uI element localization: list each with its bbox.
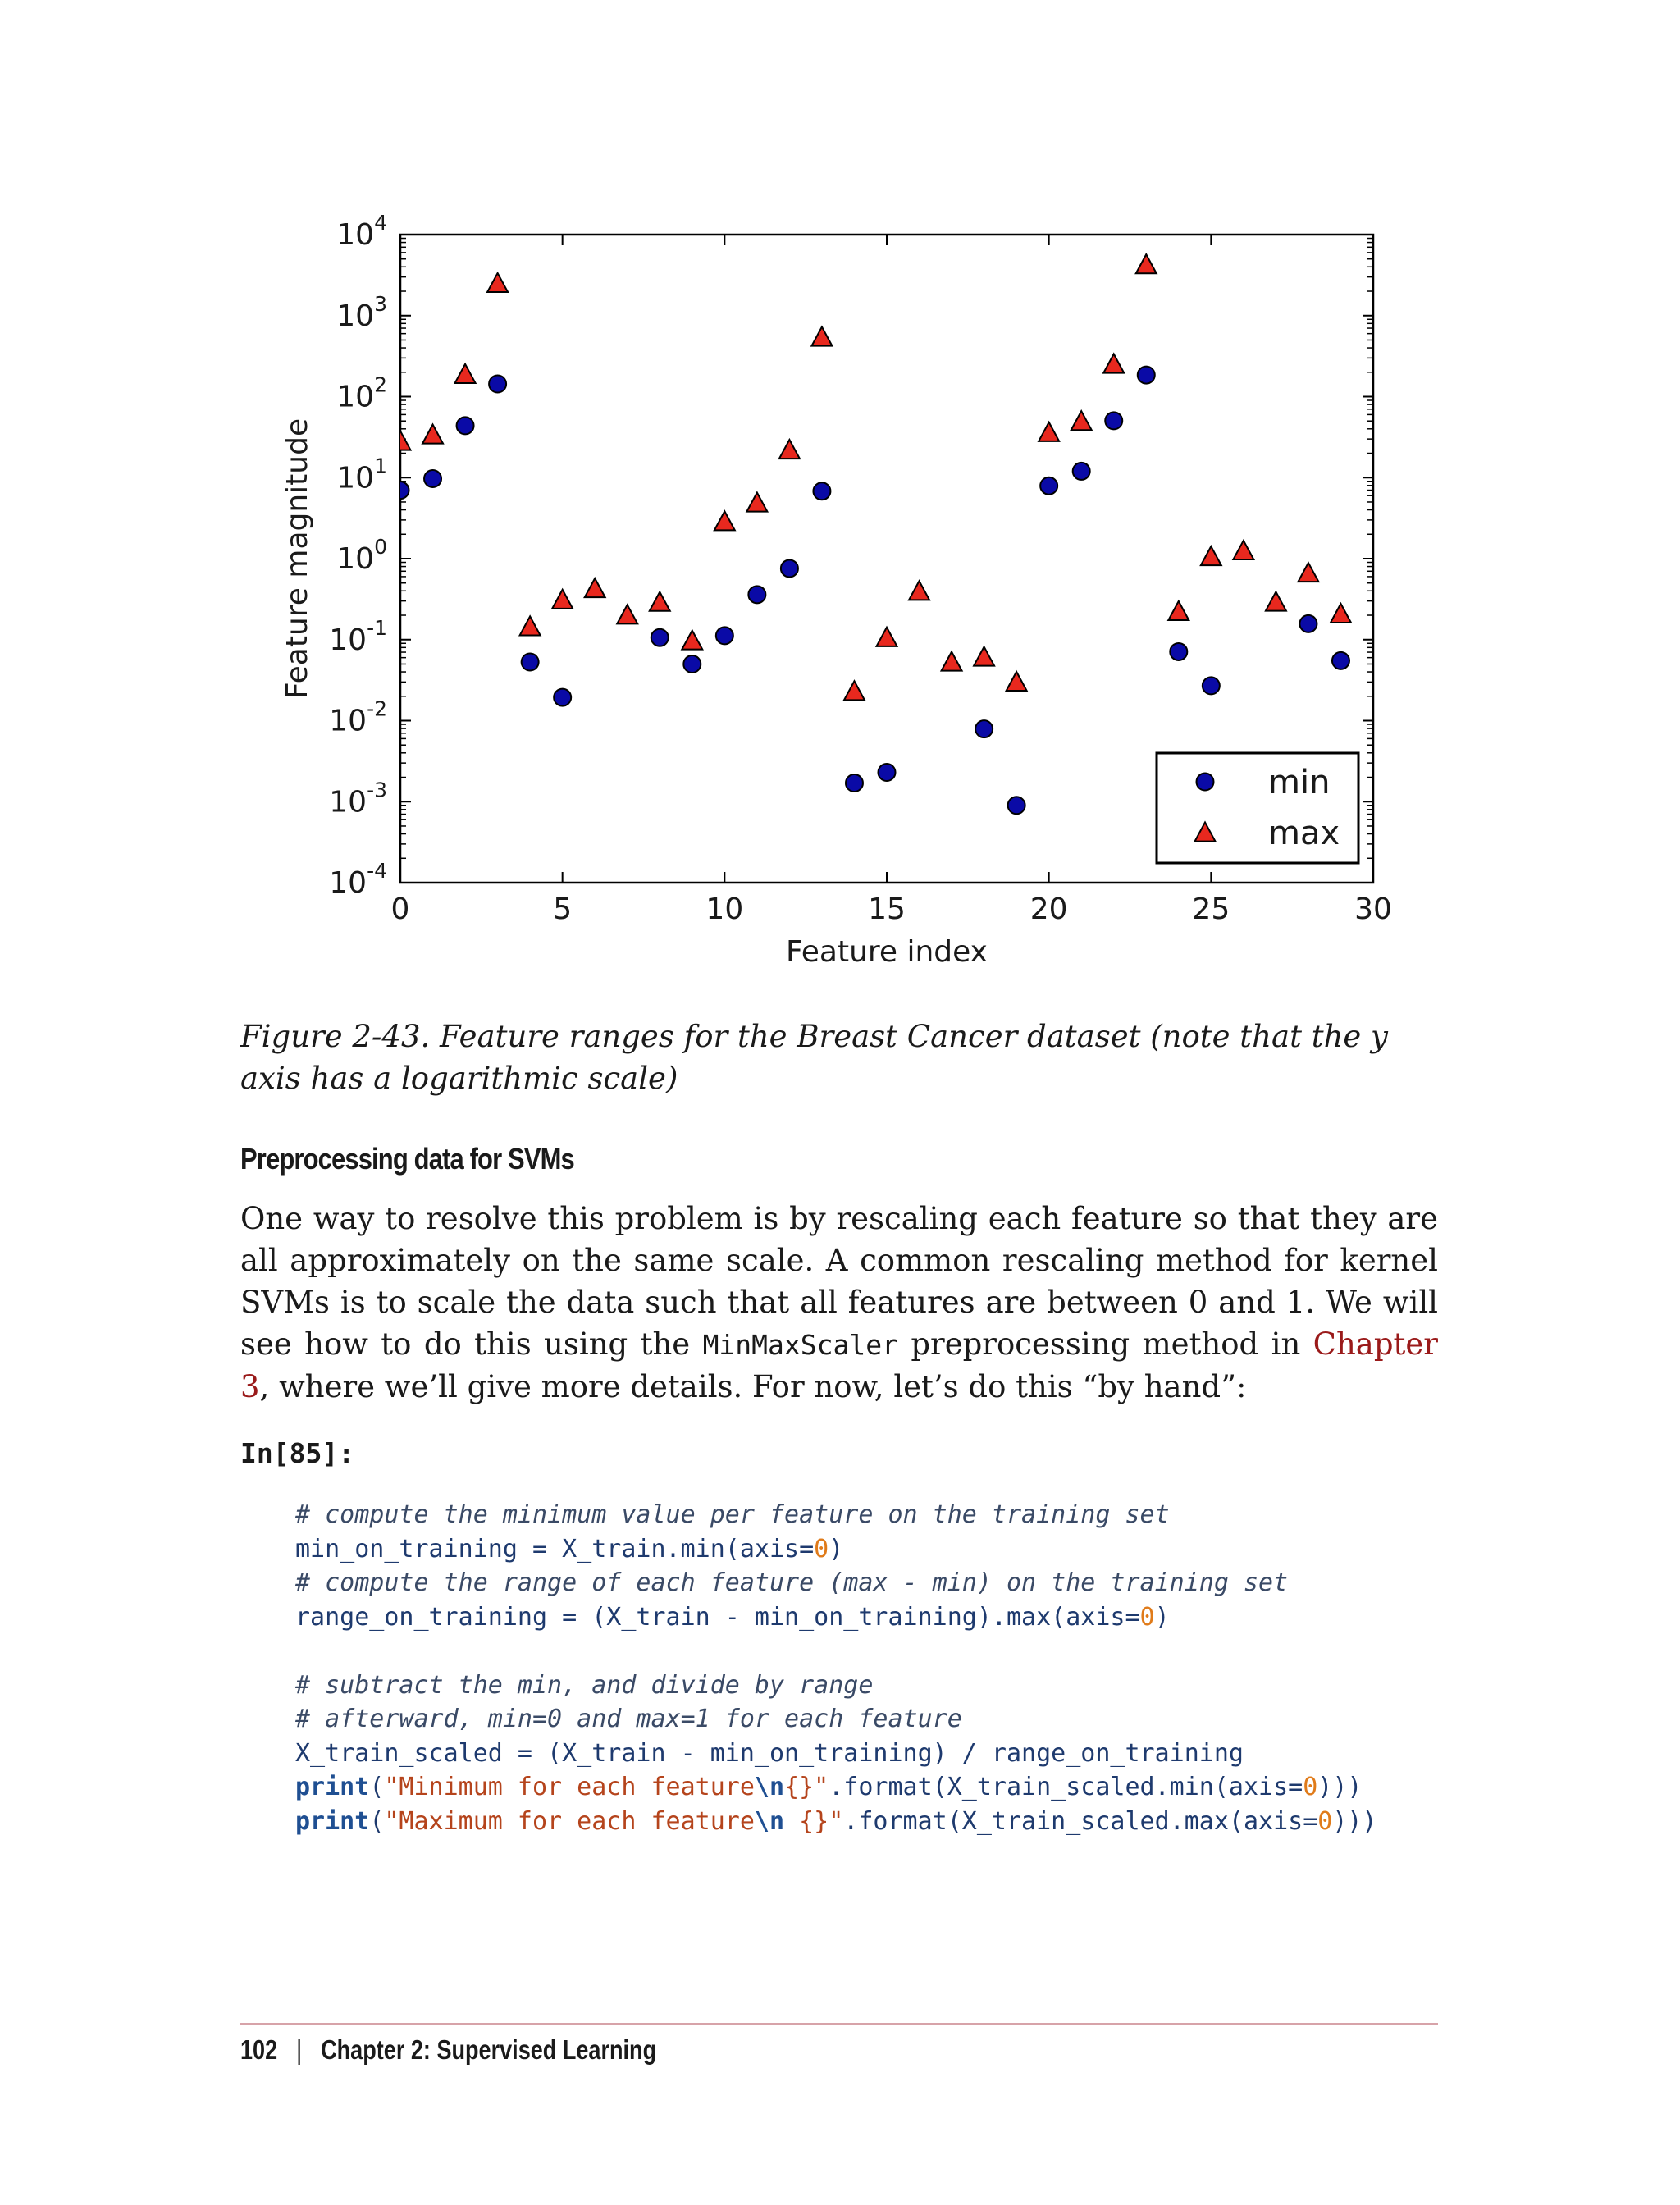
code-token: range_on_training = (X_train - min_on_training).max(axis= [295,1602,1140,1632]
footer-chapter-title: Chapter 2: Supervised Learning [321,2034,657,2065]
x-axis-label: Feature index [786,935,988,969]
code-line [295,1600,1377,1635]
y-tick-base: 10 [329,866,368,900]
code-line [295,1532,1377,1567]
y-tick-exponent: 3 [374,291,387,316]
min-point [522,653,539,670]
min-point [489,376,506,393]
code-token: {}" [784,1806,844,1836]
code-block [295,1498,1377,1838]
y-tick-base: 10 [336,299,375,333]
max-point [1233,541,1253,559]
min-point [1170,643,1187,660]
y-tick-label [329,697,387,738]
x-tick-label: 5 [553,892,573,926]
y-tick-label [329,616,387,657]
code-token: .format(X_train_scaled.min(axis= [829,1773,1303,1801]
min-point [1008,797,1025,814]
y-tick-base: 10 [336,461,375,495]
max-point [650,592,670,611]
code-token: .format(X_train_scaled.max(axis= [843,1806,1318,1836]
paragraph-text-1: One way to resolve this problem is by rescaling each feature so that they are all approximately on the same scale. A common rescaling method for kernel SVMs is to scale the data such that all features are between 0 and 1. We will see how to do this using the [240,1201,1438,1362]
max-point [1071,411,1092,430]
code-line [295,1634,1377,1669]
min-point [1332,652,1349,669]
min-point [1138,367,1155,384]
body-paragraph [240,1198,1438,1408]
x-tick-label: 30 [1354,892,1392,926]
max-point [1298,563,1318,582]
max-point [942,651,962,670]
max-point [585,578,605,597]
max-point [714,511,735,530]
max-point [1103,354,1124,372]
code-line [295,1702,1377,1737]
y-tick-label [336,535,387,576]
y-tick-label [329,778,387,819]
y-tick-base: 10 [336,542,375,576]
min-point [1105,412,1122,429]
min-point [748,586,765,603]
max-point [1136,254,1157,273]
y-tick-base: 10 [329,623,368,657]
code-line [295,1566,1377,1600]
code-token: # compute the range of each feature (max - min) on the training set [295,1568,1289,1597]
min-point [424,470,441,487]
code-token: ( [369,1806,385,1836]
max-point [779,440,800,459]
max-point [487,273,508,292]
min-point [879,764,896,781]
code-token: min_on_training = X_train.min(axis= [295,1534,815,1564]
code-line [295,1805,1377,1839]
code-token: ))) [1332,1806,1377,1836]
chapter-3-link[interactable]: Chapter 3 [240,1326,1438,1404]
max-point [617,605,637,623]
min-point [1040,477,1057,495]
max-point [422,425,443,444]
code-token: \n [754,1773,785,1801]
max-point [682,631,702,650]
legend-label-max: max [1268,815,1340,852]
min-point [1073,463,1090,480]
y-tick-base: 10 [329,704,368,738]
max-point [552,590,573,609]
section-heading: Preprocessing data for SVMs [240,1142,574,1176]
code-line [295,1770,1377,1805]
y-tick-base: 10 [336,380,375,414]
x-tick-label: 10 [705,892,744,926]
max-point [1039,422,1059,441]
min-point [781,559,798,577]
y-tick-label [336,454,387,495]
y-tick-exponent: 0 [374,535,387,559]
footer-rule [240,2023,1438,2025]
code-token: # subtract the min, and divide by range [295,1670,874,1700]
y-tick-exponent: 1 [374,454,387,478]
max-point [390,431,411,450]
code-token: ) [829,1534,844,1564]
x-tick-label: 15 [868,892,906,926]
code-token: print [295,1806,370,1836]
code-token: 0 [1317,1806,1333,1836]
max-point [909,581,929,600]
page-footer [240,2034,656,2066]
paragraph-text-3: , where we’ll give more details. For now, let’s do this “by hand”: [259,1369,1247,1404]
x-tick-label: 20 [1029,892,1068,926]
y-tick-exponent: -1 [367,615,387,640]
code-token: ) [1154,1602,1170,1632]
max-point [1331,604,1351,623]
y-tick-label [336,292,387,333]
min-point [457,417,474,434]
code-token: "Minimum for each feature [384,1773,755,1801]
max-point [1168,601,1189,620]
code-token: "Maximum for each feature [384,1806,755,1836]
code-token: 0 [1303,1773,1318,1801]
inline-code-minmaxscaler: MinMaxScaler [702,1329,898,1361]
code-token: 0 [1139,1602,1155,1632]
figure-caption: Figure 2-43. Feature ranges for the Breast Cancer dataset (note that the y axis has a logarithmic scale) [240,1019,1388,1096]
max-point [1201,546,1221,565]
max-point [1007,672,1027,691]
code-token: # compute the minimum value per feature on the training set [295,1500,1170,1529]
legend-label-min: min [1268,764,1331,801]
y-tick-exponent: -4 [367,859,387,883]
code-token: ))) [1317,1773,1363,1801]
y-tick-label [329,859,387,900]
x-tick-label: 25 [1192,892,1230,926]
y-tick-label [336,373,387,414]
x-tick-label: 0 [390,892,410,926]
max-point [844,681,865,700]
code-token: # afterward, min=0 and max=1 for each feature [295,1705,962,1733]
min-point [683,655,701,673]
cell-input-label: In[85]: [240,1437,355,1469]
y-tick-exponent: 2 [374,372,387,397]
code-token: 0 [814,1534,829,1564]
page-number: 102 [240,2034,278,2065]
min-point [716,627,733,644]
min-point [392,482,409,499]
code-token: \n [754,1806,785,1836]
legend-min-marker [1197,774,1214,791]
min-point [846,774,863,792]
y-tick-exponent: 4 [374,211,387,235]
y-tick-exponent: -3 [367,778,387,802]
feature-ranges-chart [0,0,1680,984]
y-tick-exponent: -2 [367,696,387,721]
legend [1157,753,1358,863]
data-layer [390,254,1351,814]
code-token: ( [369,1773,385,1801]
code-token: print [295,1773,370,1801]
max-point [811,327,832,346]
max-point [520,616,541,635]
min-point [975,720,993,737]
max-point [877,628,897,646]
min-point [651,629,669,646]
code-line [295,1498,1377,1532]
y-tick-label [336,211,387,252]
min-point [1299,615,1317,632]
code-token: X_train_scaled = (X_train - min_on_training) / range_on_training [295,1738,1244,1768]
y-tick-base: 10 [329,785,368,819]
max-point [974,646,994,665]
max-point [455,364,476,383]
code-token: {}" [784,1773,829,1801]
paragraph-text-2: preprocessing method in [897,1326,1313,1362]
max-point [746,493,767,512]
min-point [1203,677,1220,694]
code-line [295,1737,1377,1771]
footer-separator: | [296,2034,303,2065]
y-axis-label: Feature magnitude [281,418,314,700]
max-point [1266,591,1286,610]
code-line [295,1669,1377,1703]
min-point [813,482,830,500]
min-point [554,689,571,706]
y-tick-base: 10 [336,218,375,252]
